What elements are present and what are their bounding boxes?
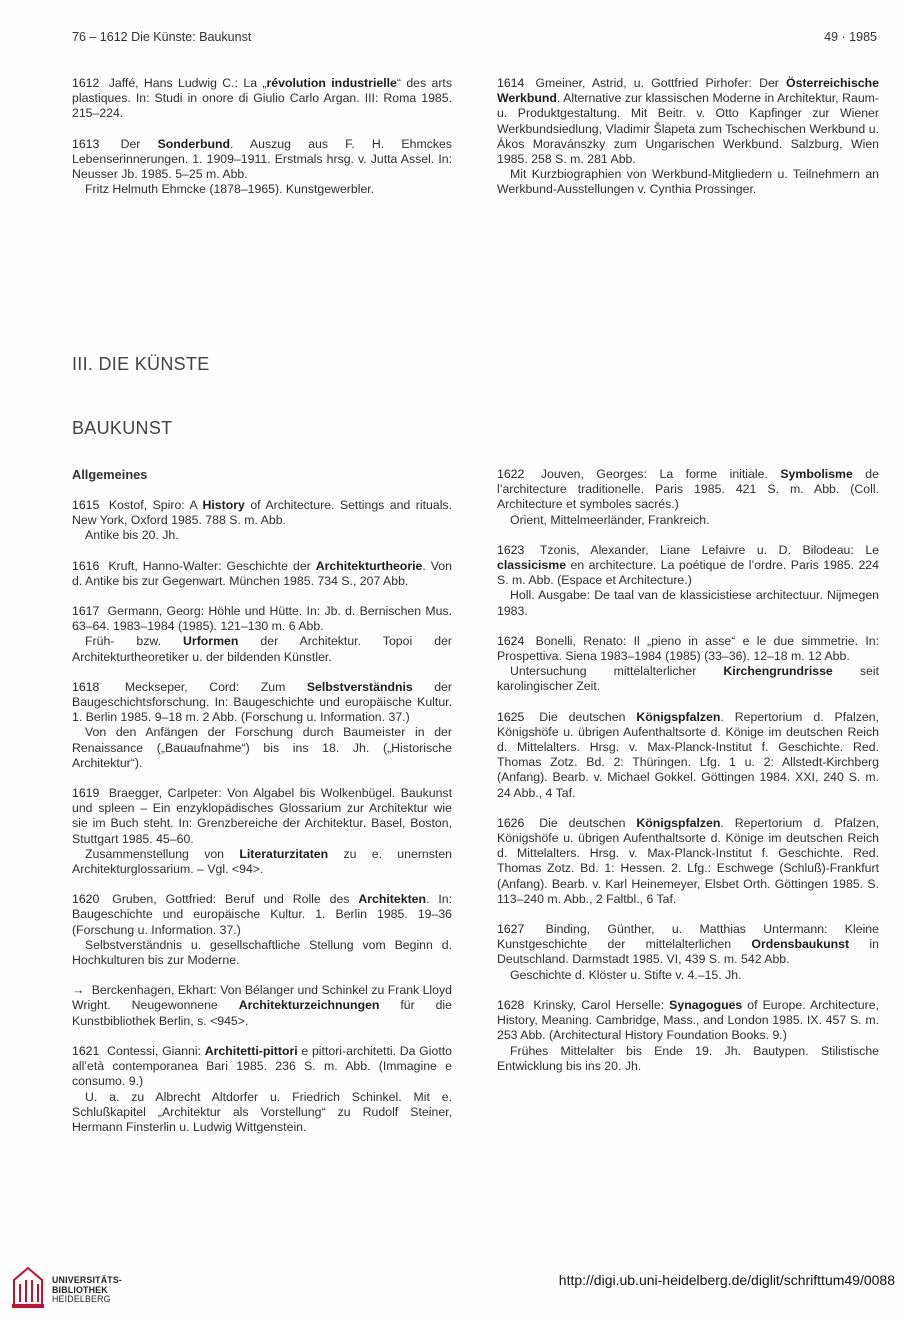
bibliography-entry: [497, 998, 879, 1074]
entry-text: seit karolingischer Zeit.: [497, 664, 879, 694]
entry-text: Die deutschen: [539, 709, 637, 724]
keyword: classicisme: [497, 558, 567, 573]
entry-citation: [72, 892, 452, 938]
entry-citation: [497, 634, 879, 664]
keyword: révolution industrielle: [266, 76, 397, 90]
entry-text: für die Kunstbibliothek Berlin, s. <945>.: [72, 998, 452, 1028]
top-left-column: [72, 76, 452, 212]
bibliography-entry: [72, 76, 452, 122]
bibliography-entry: [72, 786, 452, 877]
entry-note: [72, 847, 452, 877]
running-header-right: 49 · 1985: [824, 30, 877, 44]
keyword: Architekturzeichnungen: [238, 998, 380, 1013]
entry-citation: [72, 680, 452, 726]
keyword: Königspfalzen: [636, 709, 721, 724]
entry-note: U. a. zu Albrecht Altdorfer u. Friedrich Schinkel. Mit e. Schlußkapitel „Architektur als Vorstellung“ zu Rudolf Steiner, Hermann Finsterlin u. Ludwig Wittgenstein.: [72, 1089, 452, 1134]
entry-citation: [497, 710, 879, 801]
entry-text: Früh- bzw.: [85, 634, 184, 649]
library-logo-icon: [8, 1266, 48, 1310]
entry-text: . Alternative zur klassischen Moderne in Architektur, Raum- u. Produktgestaltung. Mit Beitr. v. Otto Kapfinger zur Wiener Werkbundsiedlung, Vladimir Šlapeta zum Tschechischen Werkbund u. Ákos Moravánszky zum Ungarischen Werkbund. Salzburg, Wien 1985. 258 S. m. 281 Abb.: [497, 91, 879, 167]
entry-number: 1618: [72, 679, 121, 694]
keyword: Architekturtheorie: [315, 558, 423, 573]
entry-citation: [497, 467, 879, 513]
entry-text: Gmeiner, Astrid, u. Gottfried Pirhofer: Der: [535, 76, 787, 90]
entry-text: Untersuchung mittelalterlicher: [510, 664, 724, 679]
entry-text: Jouven, Georges: La forme initiale.: [540, 467, 781, 481]
entry-citation: [72, 786, 452, 847]
entry-note: Holl. Ausgabe: De taal van de klassicistiese architectuur. Nijmegen 1983.: [497, 588, 879, 618]
entry-number: 1617: [72, 604, 104, 619]
keyword: Symbolisme: [780, 467, 853, 481]
entry-number: 1622: [497, 467, 537, 481]
entry-text: Berckenhagen, Ekhart: Von Bélanger und Schinkel zu Frank Lloyd Wright. Neugewonnene: [72, 983, 452, 1013]
top-right-column: [497, 76, 879, 213]
library-logo-text: [52, 1276, 122, 1305]
entry-text: Zusammenstellung von: [85, 846, 240, 861]
left-column: [72, 498, 452, 1150]
logo-line-3: HEIDELBERG: [52, 1294, 111, 1305]
keyword: Ordensbaukunst: [751, 937, 850, 952]
right-column: [497, 467, 879, 1089]
entry-number: 1619: [72, 786, 105, 801]
bibliography-entry: [497, 816, 879, 907]
entry-citation: [497, 998, 879, 1044]
entry-citation: [72, 604, 452, 634]
entry-citation: [72, 498, 452, 528]
keyword: Kirchengrundrisse: [723, 664, 833, 679]
entry-text: Bonelli, Renato: Il „pieno in asse“ e le due simmetrie. In: Prospettiva. Siena 1983–1984 (1985) (33–36). 12–18 m. 12 Abb.: [497, 633, 879, 664]
entry-note: Orient, Mittelmeerländer, Frankreich.: [510, 512, 710, 527]
entry-text: Jaffé, Hans Ludwig C.: La „: [108, 76, 267, 90]
bibliography-entry: [72, 498, 452, 544]
entry-text: “ des arts plastiques. In: Studi in onore di Giulio Carlo Argan. III: Roma 1985. 215–224.: [72, 76, 452, 121]
entry-number: 1624: [497, 633, 532, 648]
entry-text: Der: [120, 136, 158, 151]
entry-citation: [497, 922, 879, 968]
entry-note: Geschichte d. Klöster u. Stifte v. 4.–15. Jh.: [510, 967, 742, 982]
entry-text: Germann, Georg: Höhle und Hütte. In: Jb. d. Bernischen Mus. 63–64. 1983–1984 (1985). 121–130 m. 6 Abb.: [72, 604, 452, 634]
bibliography-entry: [72, 559, 452, 589]
entry-citation: [72, 983, 452, 1029]
entry-text: Die deutschen: [539, 815, 637, 830]
subsection-title: BAUKUNST: [72, 418, 173, 438]
keyword: Architekten: [358, 892, 427, 907]
logo-line-2: BIBLIOTHEK: [52, 1284, 108, 1295]
entry-number: 1628: [497, 997, 530, 1012]
entry-note: Fritz Helmuth Ehmcke (1878–1965). Kunstgewerbler.: [85, 182, 375, 197]
entry-number: →: [72, 983, 88, 998]
group-title: Allgemeines: [72, 467, 148, 482]
bibliography-entry: [497, 543, 879, 619]
logo-line-1: UNIVERSITÄTS-: [52, 1275, 123, 1285]
keyword: Selbstverständnis: [306, 679, 413, 694]
entry-text: of Europe. Architecture, History, Meaning. Cambridge, Mass., and London 1985. IX. 457 S. m. 253 Abb. (Architectural History Foundation Books. 9.): [497, 997, 879, 1043]
entry-number: 1616: [72, 558, 105, 573]
library-logo[interactable]: [8, 1266, 128, 1314]
entry-note: Frühes Mittelalter bis Ende 19. Jh. Bautypen. Stilistische Entwicklung bis ins 20. Jh.: [497, 1043, 879, 1073]
source-url-link[interactable]: http://digi.ub.uni-heidelberg.de/diglit/schrifttum49/0088: [558, 1272, 895, 1288]
entry-citation: [72, 559, 452, 589]
entry-text: e pittori-architetti. Da Giotto all’età contemporanea Bari 1985. 236 S. m. Abb. (Immagine e consumo. 9.): [72, 1043, 452, 1089]
entry-text: Contessi, Gianni:: [107, 1043, 205, 1058]
entry-text: der Baugeschichtsforschung. In: Baugeschichte und europäische Kultur. 1. Berlin 1985. 9–18 m. 2 Abb. (Forschung u. Information. 37.): [72, 679, 452, 725]
bibliography-entry: [497, 467, 879, 528]
entry-citation: [72, 1044, 452, 1090]
section-title: III. DIE KÜNSTE: [72, 354, 210, 374]
entry-citation: [72, 137, 452, 183]
entry-citation: [497, 543, 879, 589]
entry-text: Gruben, Gottfried: Beruf und Rolle des: [112, 892, 359, 907]
entry-text: of Architecture. Settings and rituals. New York, Oxford 1985. 788 S. m. Abb.: [72, 498, 452, 528]
entry-citation: [497, 76, 879, 167]
entry-note: Mit Kurzbiographien von Werkbund-Mitgliedern u. Teilnehmern an Werkbund-Ausstellungen v. Cynthia Prossinger.: [497, 167, 879, 197]
keyword: History: [202, 498, 245, 512]
bibliography-entry: [72, 604, 452, 665]
keyword: Österreichische Werkbund: [497, 76, 879, 106]
entry-text: . In: Baugeschichte und europäische Kultur. 1. Berlin 1985. 19–36 (Forschung u. Information. 37.): [72, 892, 452, 937]
entry-text: Krinsky, Carol Herselle:: [533, 997, 670, 1012]
entry-text: . Von d. Antike bis zur Gegenwart. München 1985. 734 S., 207 Abb.: [72, 558, 452, 588]
bibliography-entry: [497, 76, 879, 198]
bibliography-entry: [72, 137, 452, 198]
bibliography-entry: [72, 680, 452, 771]
entry-citation: [497, 816, 879, 907]
entry-number: 1626: [497, 815, 536, 830]
entry-text: . Repertorium d. Pfalzen, Königshöfe u. übrigen Aufenthaltsorte d. Könige im deutschen Reich d. Mittelalters. Hrsg. v. Max-Planck-Institut f. Geschichte. Red. Thomas Zotz. Bd. 2: Thüringen. Lfg. 1 u. 2: Allstedt-Kirchberg (Anfang). Bearb. v. Michael Gokkel. Göttingen 1984. XXI, 240 S. m. 24 Abb., 4 Taf.: [497, 709, 879, 800]
entry-number: 1625: [497, 709, 536, 724]
bibliography-entry: [497, 710, 879, 801]
entry-text: zu e. unernsten Architekturglossarium. – Vgl. <94>.: [72, 846, 453, 877]
entry-text: Tzonis, Alexander, Liane Lefaivre u. D. Bilodeau: Le: [539, 542, 879, 557]
entry-text: . Auszug aus F. H. Ehmckes Lebenserinnerungen. 1. 1909–1911. Erstmals hrsg. v. Jutta Assel. In: Neusser Jb. 1985. 5–25 m. Abb.: [72, 136, 452, 182]
keyword: Sonderbund: [157, 136, 230, 151]
entry-note: Antike bis 20. Jh.: [85, 528, 179, 543]
keyword: Synagogues: [669, 997, 743, 1012]
entry-note: [72, 634, 452, 664]
entry-text: in Deutschland. Darmstadt 1985. VI, 439 S. m. 542 Abb.: [497, 937, 879, 967]
bibliography-entry: [72, 1044, 452, 1135]
running-header-left: 76 – 1612 Die Künste: Baukunst: [72, 30, 252, 44]
entry-number: 1621: [72, 1043, 104, 1058]
entry-text: Braegger, Carlpeter: Von Algabel bis Wolkenbügel. Baukunst und spleen – Ein enzyklopädisches Glossarium zur Architektur wie sie im Buch steht. In: Grenzbereiche der Architektur. Basel, Boston, Stuttgart 1985. 45–60.: [72, 786, 452, 846]
entry-text: de l’architecture traditionelle. Paris 1985. 421 S. m. Abb. (Coll. Architecture et symboles sacrés.): [497, 467, 879, 512]
keyword: Königspfalzen: [636, 815, 721, 830]
keyword: Literaturzitaten: [239, 846, 329, 861]
entry-note: Von den Anfängen der Forschung durch Baumeister in der Renaissance („Bauaufnahme“) bis ins 18. Jh. („Historische Architektur“).: [72, 725, 452, 770]
keyword: Urformen: [183, 634, 239, 649]
bibliography-entry: [72, 983, 452, 1029]
keyword: Architetti-pittori: [204, 1043, 298, 1058]
entry-text: Binding, Günther, u. Matthias Untermann: Kleine Kunstgeschichte der mittelalterlichen: [497, 922, 879, 952]
entry-text: en architecture. La poétique de l’ordre. Paris 1985. 224 S. m. Abb. (Espace et Architecture.): [497, 558, 879, 588]
entry-note: [497, 664, 879, 694]
entry-text: . Repertorium d. Pfalzen, Königshöfe u. übrigen Aufenthaltsorte d. Könige im deutschen Reich d. Mittelalters. Hrsg. v. Max-Planck-Institut f. Geschichte. Red. Thomas Zotz. Bd. 1: Hessen. 2. Lfg.: Eschwege (Schluß)-Frankfurt (Anfang). Bearb. v. Karl Heinemeyer, Elsbet Orth. Göttingen 1985. S. 113–240 m. Abb., 2 Faltbl., 6 Taf.: [497, 815, 879, 906]
entry-citation: [72, 76, 452, 122]
entry-text: Meckseper, Cord: Zum: [124, 679, 307, 694]
bibliography-entry: [497, 922, 879, 983]
entry-number: 1623: [497, 542, 536, 557]
entry-number: 1627: [497, 922, 542, 937]
entry-text: der Architektur. Topoi der Architekturtheoretiker u. der bildenden Künstler.: [72, 634, 452, 664]
entry-note: Selbstverständnis u. gesellschaftliche Stellung vom Beginn d. Hochkulturen bis zur Moderne.: [72, 937, 452, 968]
bibliography-entry: [497, 634, 879, 695]
entry-number: 1612: [72, 76, 105, 90]
entry-number: 1615: [72, 498, 105, 512]
bibliography-entry: [72, 892, 452, 968]
entry-text: Kruft, Hanno-Walter: Geschichte der: [108, 558, 316, 573]
entry-text: Kostof, Spiro: A: [108, 498, 203, 512]
entry-number: 1614: [497, 76, 532, 90]
entry-number: 1613: [72, 136, 117, 151]
entry-number: 1620: [72, 892, 109, 907]
